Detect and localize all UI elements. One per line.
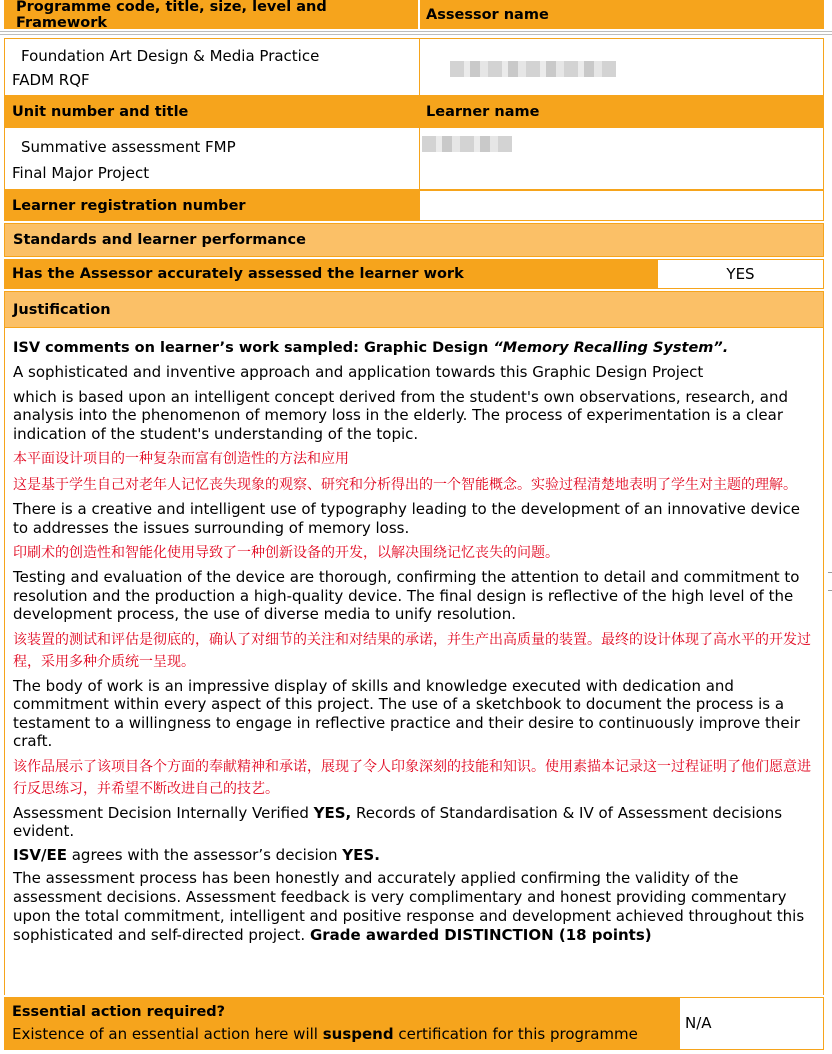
translation-paragraph: 该作品展示了该项目各个方面的奉献精神和承诺，展现了令人印象深刻的技能和知识。使用素描本记录这一过程证明了他们愿意进行反思练习，并希望不断改进自己的技艺。 [13, 758, 811, 797]
project-title: “Memory Recalling System”. [493, 340, 729, 356]
assessed-question: Has the Assessor accurately assessed the learner work [12, 266, 464, 282]
assessed-value: YES [726, 265, 755, 283]
comment-paragraph: A sophisticated and inventive approach and application towards this Graphic Design Project [13, 363, 704, 381]
unit-header-label: Unit number and title [12, 103, 189, 120]
translation-paragraph: 该装置的测试和评估是彻底的，确认了对细节的关注和对结果的承诺，并生产出高质量的装置。最终的设计体现了高水平的开发过程，采用多种介质统一呈现。 [13, 631, 811, 670]
learner-name-cell [419, 127, 824, 190]
comment-paragraph: The body of work is an impressive display of skills and knowledge executed with dedication and commitment within every aspect of this project. The use of a sketchbook to document the process is a testament to a willingness to engage in reflective practice and their desire to continuously improve their craft. [13, 676, 800, 750]
essential-action-note: Existence of an essential action here will suspend certification for this programme [12, 1025, 638, 1043]
iv-decision-paragraph: Assessment Decision Internally Verified YES, Records of Standardisation & IV of Assessment decisions evident. [13, 803, 783, 840]
edge-mark [828, 572, 832, 573]
unit-subtitle: Final Major Project [12, 164, 150, 182]
grade-awarded: Grade awarded DISTINCTION (18 points) [309, 926, 652, 944]
ee-agreement-paragraph: ISV/EE agrees with the assessor’s decision YES. [13, 845, 380, 864]
essential-action-value: N/A [685, 1014, 712, 1032]
standards-header-label: Standards and learner performance [13, 232, 306, 248]
essential-action-value-cell [679, 997, 824, 1050]
translation-paragraph: 这是基于学生自己对老年人记忆丧失现象的观察、研究和分析得出的一个智能概念。实验过程清楚地表明了学生对主题的理解。 [13, 477, 797, 493]
final-assessment-paragraph: The assessment process has been honestly and accurately applied confirming the validity of the assessment decisions. Assessment feedback is very complimentary and honest providing commentary upon the total commitment, intelligent and positive response and development achieved throughout this sophisticated and self-directed project. Grade awarded DISTINCTION (18 points) [13, 869, 805, 944]
translation-paragraph: 本平面设计项目的一种复杂而富有创造性的方法和应用 [13, 451, 349, 467]
redacted-learner-name [422, 136, 512, 152]
assessor-name-cell [419, 38, 824, 96]
redacted-assessor-name [450, 61, 616, 77]
programme-header-label: Programme code, title, size, level and Framework [16, 0, 327, 31]
unit-header [4, 96, 420, 127]
translation-paragraph: 印刷术的创造性和智能化使用导致了一种创新设备的开发，以解决围绕记忆丧失的问题。 [13, 545, 559, 561]
edge-mark [828, 590, 832, 591]
assessor-header-label: Assessor name [426, 6, 549, 23]
learner-name-header [420, 96, 824, 127]
programme-title: Foundation Art Design & Media Practice [21, 47, 320, 65]
programme-cell [4, 38, 420, 96]
assessor-header [420, 0, 824, 29]
essential-action-label: Essential action required? [12, 1004, 226, 1020]
comment-paragraph: Testing and evaluation of the device are thorough, confirming the attention to detail and commitment to resolution and the production a high-quality device. The final design is reflective of the high level of the development process, the use of diverse media to unify resolution. [13, 568, 800, 623]
standards-header [4, 223, 824, 257]
registration-cell [419, 190, 824, 221]
registration-header-label: Learner registration number [12, 197, 246, 214]
unit-cell [4, 127, 420, 190]
programme-header [4, 0, 418, 29]
learner-name-header-label: Learner name [426, 103, 540, 120]
justification-header-label: Justification [13, 301, 111, 318]
isv-heading: ISV comments on learner’s work sampled: Graphic Design “Memory Recalling System”. [13, 340, 729, 356]
assessed-header [4, 259, 657, 289]
assessed-value-cell [657, 259, 824, 289]
comment-paragraph: which is based upon an intelligent concept derived from the student's own observations, research, and analysis into the phenomenon of memory loss in the elderly. The process of experimentation is a clear indication of the student's understanding of the topic. [13, 387, 788, 443]
justification-body [4, 328, 824, 995]
divider [0, 34, 832, 35]
registration-header [4, 190, 420, 221]
essential-action-cell [4, 997, 679, 1050]
divider [0, 31, 832, 32]
comment-paragraph: There is a creative and intelligent use of typography leading to the development of an innovative device to addresses the issues surrounding of memory loss. [13, 500, 800, 537]
unit-title: Summative assessment FMP [21, 138, 236, 156]
justification-header [4, 291, 824, 328]
programme-code: FADM RQF [12, 71, 90, 89]
